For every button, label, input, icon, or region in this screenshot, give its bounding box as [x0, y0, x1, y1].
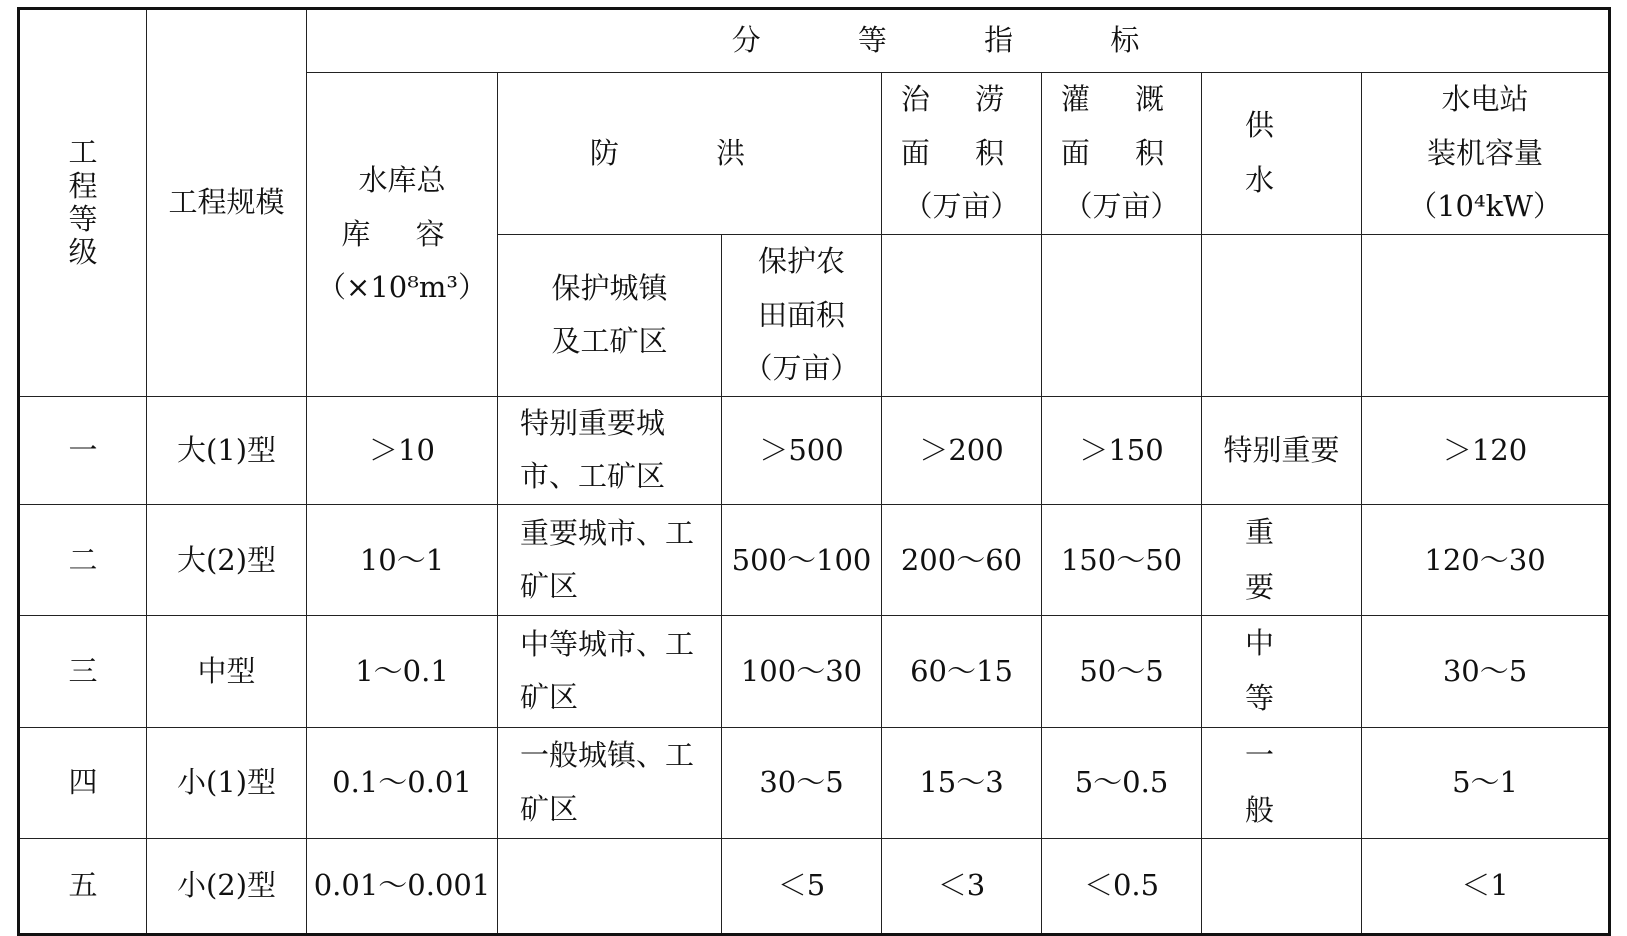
cell-town: 一般城镇、工矿区: [498, 727, 722, 838]
cell-irrigation: 50～5: [1042, 616, 1202, 727]
cell-town: 中等城市、工矿区: [498, 616, 722, 727]
cell-drain: 15～3: [882, 727, 1042, 838]
cell-scale: 大(1)型: [147, 396, 307, 504]
classification-table: [17, 7, 1611, 936]
cell-reservoir: ＞10: [307, 396, 498, 504]
header-drain-line: 治 涝: [900, 82, 1023, 116]
header-reservoir-line: 库 容: [341, 216, 463, 251]
header-supply: 供 水: [1202, 73, 1362, 235]
cell-supply: 重 要: [1202, 505, 1362, 616]
empty-cell: [1362, 234, 1610, 396]
cell-farmland: 100～30: [722, 616, 882, 727]
empty-cell: [1042, 234, 1202, 396]
header-grade-char: 等: [68, 201, 98, 236]
empty-cell: [882, 234, 1042, 396]
header-reservoir: [307, 73, 498, 397]
header-drain-line: 面 积: [900, 135, 1023, 170]
cell-town: [498, 838, 722, 934]
cell-scale: 大(2)型: [147, 505, 307, 616]
cell-drain: ＞200: [882, 396, 1042, 504]
cell-grade: 一: [19, 396, 147, 504]
header-grade-char: 程: [68, 168, 98, 203]
cell-irrigation: 150～50: [1042, 505, 1202, 616]
header-farmland: [722, 234, 882, 396]
cell-drain: ＜3: [882, 838, 1042, 934]
cell-irrigation: ＜0.5: [1042, 838, 1202, 934]
cell-hydro: 5～1: [1362, 727, 1610, 838]
cell-grade: 三: [19, 616, 147, 727]
cell-grade: 二: [19, 505, 147, 616]
cell-town: 重要城市、工矿区: [498, 505, 722, 616]
header-drain: [882, 73, 1042, 235]
header-hydro-line: 装机容量: [1427, 135, 1544, 170]
header-irrigation-line: 灌 溉: [1060, 82, 1183, 116]
cell-supply: 中 等: [1202, 616, 1362, 727]
header-flood: 防 洪: [498, 73, 882, 235]
header-farmland-line: （万亩）: [743, 351, 860, 386]
header-irrigation-line: 面 积: [1060, 135, 1183, 170]
cell-farmland: 500～100: [722, 505, 882, 616]
cell-hydro: 120～30: [1362, 505, 1610, 616]
empty-cell: [1202, 234, 1362, 396]
header-scale: 工程规模: [147, 9, 307, 397]
header-hydro-line: （10⁴kW）: [1408, 189, 1562, 224]
header-hydro-line: 水电站: [1441, 82, 1529, 116]
cell-scale: 小(1)型: [147, 727, 307, 838]
header-reservoir-line: 水库总: [358, 162, 446, 197]
cell-reservoir: 0.1～0.01: [307, 727, 498, 838]
header-index: 分 等 指 标: [307, 9, 1610, 73]
table-row: [19, 505, 1610, 616]
header-town: [498, 234, 722, 396]
cell-supply: 特别重要: [1202, 396, 1362, 504]
cell-scale: 中型: [147, 616, 307, 727]
header-reservoir-line: （×10⁸m³）: [317, 270, 487, 305]
header-drain-line: （万亩）: [903, 189, 1020, 224]
classification-table-wrapper: [17, 7, 1608, 903]
header-grade-char: 级: [68, 235, 98, 270]
cell-scale: 小(2)型: [147, 838, 307, 934]
cell-farmland: ＜5: [722, 838, 882, 934]
cell-hydro: ＜1: [1362, 838, 1610, 934]
header-town-line: 及工矿区: [551, 324, 668, 359]
table-row: [19, 727, 1610, 838]
header-hydro: [1362, 73, 1610, 235]
header-farmland-line: 保护农: [757, 243, 845, 278]
cell-town: 特别重要城市、工矿区: [498, 396, 722, 504]
cell-farmland: 30～5: [722, 727, 882, 838]
header-irrigation-line: （万亩）: [1063, 189, 1180, 224]
cell-hydro: ＞120: [1362, 396, 1610, 504]
cell-drain: 60～15: [882, 616, 1042, 727]
cell-reservoir: 0.01～0.001: [307, 838, 498, 934]
cell-drain: 200～60: [882, 505, 1042, 616]
cell-irrigation: 5～0.5: [1042, 727, 1202, 838]
header-grade: [19, 9, 147, 397]
header-farmland-line: 田面积: [757, 297, 845, 332]
cell-farmland: ＞500: [722, 396, 882, 504]
table-row: [19, 396, 1610, 504]
header-grade-char: 工: [68, 135, 98, 170]
cell-irrigation: ＞150: [1042, 396, 1202, 504]
cell-grade: 五: [19, 838, 147, 934]
header-irrigation: [1042, 73, 1202, 235]
cell-supply: 一 般: [1202, 727, 1362, 838]
cell-reservoir: 1～0.1: [307, 616, 498, 727]
header-town-line: 保护城镇: [551, 270, 668, 305]
cell-hydro: 30～5: [1362, 616, 1610, 727]
table-row: [19, 838, 1610, 934]
cell-reservoir: 10～1: [307, 505, 498, 616]
table-row: [19, 616, 1610, 727]
cell-grade: 四: [19, 727, 147, 838]
cell-supply: [1202, 838, 1362, 934]
